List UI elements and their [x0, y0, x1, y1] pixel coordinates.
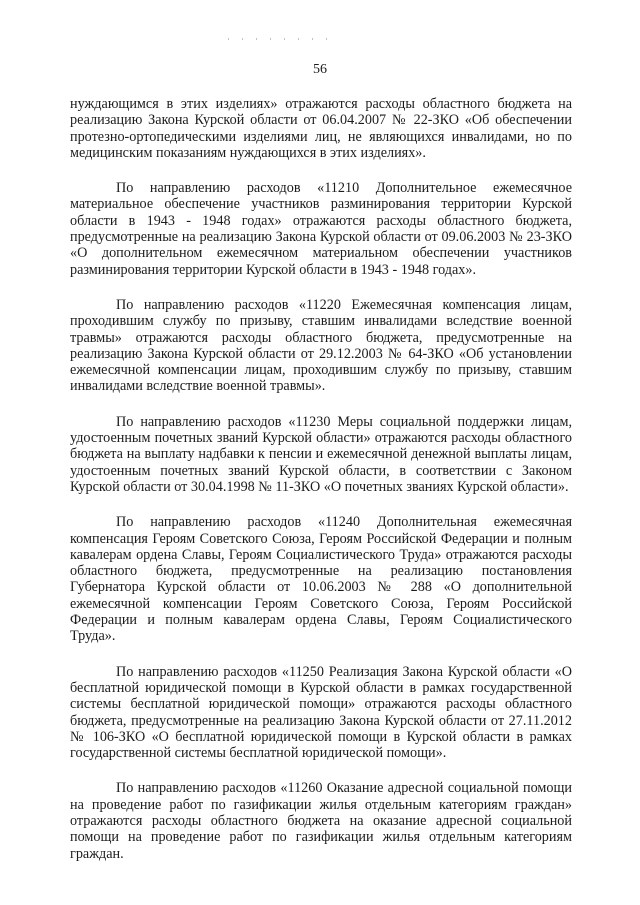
paragraph-11220: По направлению расходов «11220 Ежемесячная компенсация лицам, проходившим службу по призыву, ставшим инвалидами вследствие военной травмы» отражаются расходы областного бюджета, предусмотренные на реализацию Закона Курской области от 29.12.2003 № 64-ЗКО «Об установлении ежемесячной компенсации лицам, проходившим службу по призыву, ставшим инвалидами вследствие военной травмы».: [70, 296, 572, 395]
paragraph-11210: По направлению расходов «11210 Дополнительное ежемесячное материальное обеспечение участников разминирования территории Курской области в 1943 - 1948 годах» отражаются расходы областного бюджета, предусмотренные на реализацию Закона Курской области от 09.06.2003 № 23-ЗКО «О дополнительном ежемесячном материальном обеспечении участников разминирования территории Курской области в 1943 - 1948 годах».: [70, 180, 572, 278]
document-body: [70, 96, 572, 881]
paragraph-11260: По направлению расходов «11260 Оказание адресной социальной помощи на проведение работ по газификации жилья отдельным категориям граждан» отражаются расходы областного бюджета на оказание адресной социальной помощи на проведение работ по газификации жилья отдельным категориям граждан.: [70, 780, 572, 862]
scan-artifact: [228, 38, 338, 40]
paragraph-11250: По направлению расходов «11250 Реализация Закона Курской области «О бесплатной юридической помощи в Курской области в рамках государственной системы бесплатной юридической помощи» отражаются расходы областного бюджета, предусмотренные на реализацию Закона Курской области от 27.11.2012 № 106-ЗКО «О бесплатной юридической помощи в Курской области в рамках государственной системы бесплатной юридической помощи».: [70, 663, 572, 762]
paragraph-11240: По направлению расходов «11240 Дополнительная ежемесячная компенсация Героям Советского Союза, Героям Российской Федерации и полным кавалерам ордена Славы, Героям Социалистического Труда» отражаются расходы областного бюджета, предусмотренные на реализацию постановления Губернатора Курской области от 10.06.2003 № 288 «О дополнительной ежемесячной компенсации Героям Советского Союза, Героям Российской Федерации и полным кавалерам ордена Славы, Героям Социалистического Труда».: [70, 514, 572, 645]
paragraph-11230: По направлению расходов «11230 Меры социальной поддержки лицам, удостоенным почетных званий Курской области» отражаются расходы областного бюджета на выплату надбавки к пенсии и ежемесячной денежной выплаты лицам, удостоенным почетных званий Курской области, в соответствии с Законом Курской области от 30.04.1998 № 11-ЗКО «О почетных званиях Курской области».: [70, 413, 572, 495]
paragraph-continuation: нуждающимся в этих изделиях» отражаются расходы областного бюджета на реализацию Закона Курской области от 06.04.2007 № 22-ЗКО «Об обеспечении протезно-ортопедическими изделиями лиц, не являющихся инвалидами, но по медицинским показаниям нуждающихся в этих изделиях».: [70, 96, 572, 161]
page-number: 56: [313, 62, 327, 77]
